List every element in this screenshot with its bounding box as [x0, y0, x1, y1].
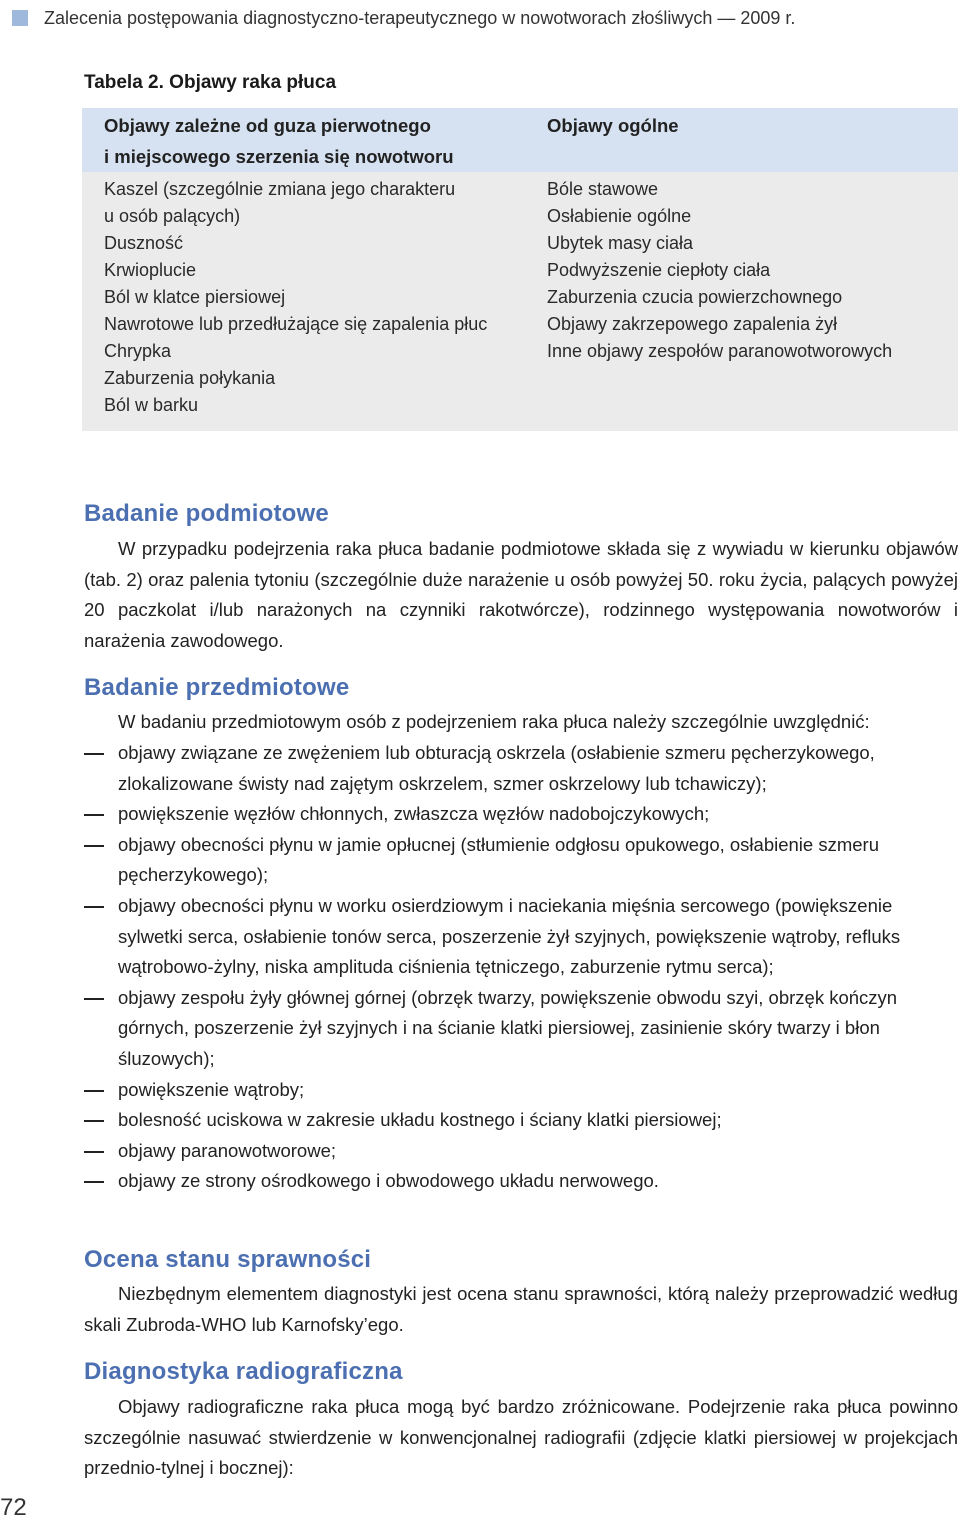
- running-header-title: Zalecenia postępowania diagnostyczno-terapeutycznego w nowotworach złośliwych — 2009 r.: [44, 7, 796, 28]
- right-column-cells: [547, 176, 947, 365]
- dash-bullet: [84, 906, 104, 908]
- section-heading-przedmiotowe: Badanie przedmiotowe: [84, 674, 350, 701]
- table-cell: Kaszel (szczególnie zmiana jego charakteru: [104, 179, 456, 199]
- dash-bullet: [84, 1151, 104, 1153]
- left-header-line: Objawy zależne od guza pierwotnego: [104, 115, 431, 136]
- dash-bullet: [84, 753, 104, 755]
- dash-bullet: [84, 1120, 104, 1122]
- list-item: objawy zespołu żyły głównej górnej (obrzęk twarzy, powiększenie obwodu szyi, obrzęk kończyn górnych, poszerzenie żył szyjnych i na ścianie klatki piersiowej, zasinienie skóry twarzy i błon śluzowych);: [84, 983, 958, 1075]
- section-heading-podmiotowe: Badanie podmiotowe: [84, 500, 329, 527]
- table-cell: Chrypka: [104, 341, 172, 361]
- paragraph-przedmiotowe-intro: W badaniu przedmiotowym osób z podejrzeniem raka płuca należy szczególnie uwzględnić:: [118, 711, 870, 732]
- table-cell: Podwyższenie ciepłoty ciała: [547, 260, 771, 280]
- list-item: powiększenie wątroby;: [84, 1075, 958, 1106]
- dash-bullet: [84, 814, 104, 816]
- right-header-label: Objawy ogólne: [547, 115, 679, 136]
- left-column-cells: [104, 176, 534, 419]
- running-header: [12, 6, 795, 30]
- page-number: 72: [0, 1494, 27, 1521]
- list-item: bolesność uciskowa w zakresie układu kostnego i ściany klatki piersiowej;: [84, 1105, 958, 1136]
- list-item: objawy obecności płynu w worku osierdziowym i naciekania mięśnia sercowego (powiększenie sylwetki serca, osłabienie tonów serca, poszerzenie żył szyjnych, powiększenie wątroby, refluks wątrobowo-żylny, niska amplituda ciśnienia tętniczego, zaburzenie rytmu serca);: [84, 891, 958, 983]
- table-cell: Zaburzenia połykania: [104, 368, 276, 388]
- table-cell: Inne objawy zespołów paranowotworowych: [547, 341, 893, 361]
- table-cell: Ból w klatce piersiowej: [104, 287, 286, 307]
- table-cell: Duszność: [104, 233, 184, 253]
- table-cell: Krwioplucie: [104, 260, 197, 280]
- right-column-header: [547, 110, 947, 141]
- dash-bullet: [84, 1090, 104, 1092]
- table-cell: Ból w barku: [104, 395, 199, 415]
- dash-bullet: [84, 845, 104, 847]
- dash-bullet: [84, 998, 104, 1000]
- section-heading-sprawnosc: Ocena stanu sprawności: [84, 1246, 372, 1273]
- findings-list: [84, 738, 958, 1197]
- dash-bullet: [84, 1181, 104, 1183]
- list-item: objawy ze strony ośrodkowego i obwodowego układu nerwowego.: [84, 1166, 958, 1197]
- table-body: [82, 172, 958, 431]
- left-column-header: [104, 110, 534, 172]
- list-item: powiększenie węzłów chłonnych, zwłaszcza węzłów nadobojczykowych;: [84, 799, 958, 830]
- list-item: objawy związane ze zwężeniem lub obturacją oskrzela (osłabienie szmeru pęcherzykowego, zlokalizowane świsty nad zajętym oskrzelem, szmer oskrzelowy lub tchawiczy);: [84, 738, 958, 799]
- paragraph-podmiotowe: W przypadku podejrzenia raka płuca badanie podmiotowe składa się z wywiadu w kierunku objawów (tab. 2) oraz palenia tytoniu (szczególnie duże narażenie u osób powyżej 50. roku życia, palących powyżej 20 paczkolat i/lub narażonych na czynniki rakotwórcze), rodzinnego występowania nowotworów i narażenia zawodowego.: [84, 538, 958, 651]
- table-cell: Objawy zakrzepowego zapalenia żył: [547, 314, 838, 334]
- paragraph-sprawnosc: Niezbędnym elementem diagnostyki jest ocena stanu sprawności, którą należy przeprowadzić według skali Zubroda-WHO lub Karnofsky’ego.: [84, 1283, 958, 1335]
- table-cell: Osłabienie ogólne: [547, 206, 692, 226]
- table-header-row: [82, 108, 958, 172]
- list-item: objawy obecności płynu w jamie opłucnej (stłumienie odgłosu opukowego, osłabienie szmeru pęcherzykowego);: [84, 830, 958, 891]
- table-cell: Ubytek masy ciała: [547, 233, 694, 253]
- symptoms-table: [82, 108, 958, 431]
- table-cell: Bóle stawowe: [547, 179, 659, 199]
- list-item: objawy paranowotworowe;: [84, 1136, 958, 1167]
- left-header-line: i miejscowego szerzenia się nowotworu: [104, 146, 454, 167]
- table-title: Tabela 2. Objawy raka płuca: [84, 72, 337, 93]
- table-cell: Nawrotowe lub przedłużające się zapalenia płuc: [104, 314, 488, 334]
- header-square-icon: [12, 10, 28, 26]
- paragraph-radiograficzna: Objawy radiograficzne raka płuca mogą być bardzo zróżnicowane. Podejrzenie raka płuca powinno szczególnie nasuwać stwierdzenie w konwencjonalnej radiografii (zdjęcie klatki piersiowej w projekcjach przednio-tylnej i bocznej):: [84, 1396, 958, 1479]
- section-heading-radiograficzna: Diagnostyka radiograficzna: [84, 1358, 403, 1385]
- table-cell: u osób palących): [104, 206, 241, 226]
- table-cell: Zaburzenia czucia powierzchownego: [547, 287, 843, 307]
